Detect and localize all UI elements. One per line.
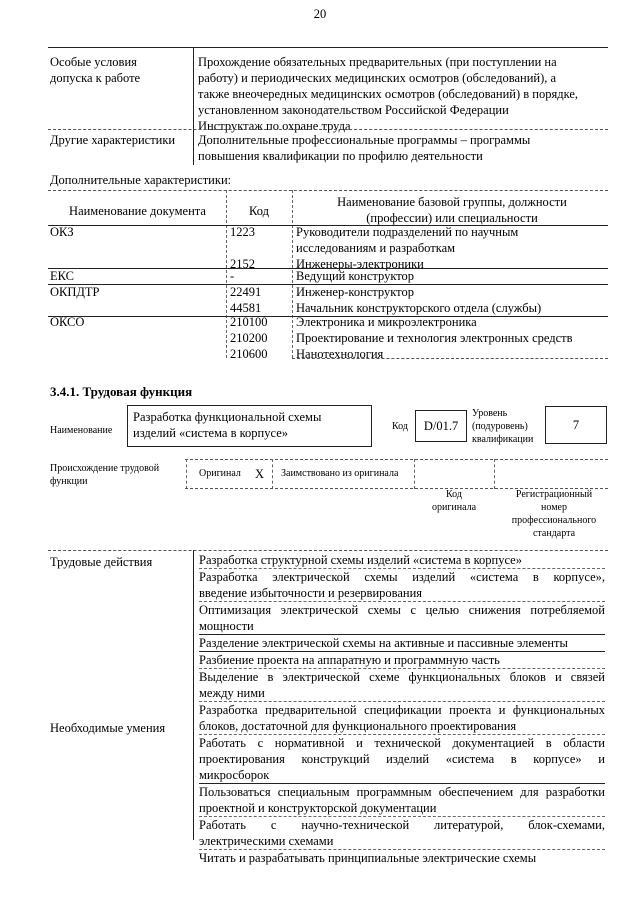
- list-item: Разработка предварительной спецификации проекта и функциональных блоков, достаточной для функционального проектирования: [199, 703, 605, 733]
- origin-label: Происхождение трудовой функции: [50, 463, 160, 487]
- list-item: Работать с нормативной и технической документацией в области проектирования конструкций изделий «система в корпусе» и микросборок: [199, 736, 605, 782]
- row-name: Нанотехнология: [296, 347, 384, 361]
- row-code: -: [230, 269, 235, 283]
- function-name: Разработка функциональной схемы изделий «система в корпусе»: [133, 410, 322, 440]
- row-name: Инженер-конструктор: [296, 285, 414, 299]
- table-row: [50, 314, 610, 362]
- divider: [414, 459, 415, 489]
- row-name: Начальник конструкторского отдела (службы): [296, 301, 542, 315]
- code-caption: Код оригинала: [431, 489, 477, 513]
- list-item: Пользоваться специальным программным обеспечением для разработки проектной и конструкторской документации: [199, 785, 605, 815]
- row-doc: ЕКС: [50, 269, 74, 283]
- divider: [48, 47, 608, 48]
- row-code: 44581: [230, 301, 262, 315]
- divider: [48, 550, 608, 551]
- row-code: 210200: [230, 331, 268, 345]
- section-title: 3.4.1. Трудовая функция: [50, 384, 193, 399]
- page-number: 20: [313, 7, 327, 21]
- list-item: Читать и разрабатывать принципиальные электрические схемы: [199, 851, 537, 865]
- header-name: Наименование базовой группы, должности (профессии) или специальности: [337, 195, 567, 225]
- row-name: Электроника и микроэлектроника: [296, 315, 477, 329]
- code-label: Код: [392, 421, 408, 432]
- origin-mark: X: [255, 467, 265, 481]
- divider: [185, 459, 608, 460]
- table-row: [50, 224, 610, 272]
- header-doc: Наименование документа: [69, 204, 206, 218]
- row-code: 210100: [230, 315, 268, 329]
- divider: [193, 550, 194, 840]
- level-label: Уровень (подуровень) квалификации: [472, 408, 534, 445]
- divider: [48, 190, 608, 191]
- skills-label: Необходимые умения: [50, 721, 166, 735]
- conditions-text: Прохождение обязательных предварительных (при поступлении на работу) и периодических медицинских осмотров (обследований), а также внеочередных медицинских осмотров (обследований) в порядке, установленном законодательством Российской Федерации Инструктаж по охране труда: [198, 55, 579, 133]
- reg-caption: Регистрационный номер профессионального стандарта: [511, 489, 597, 539]
- list-item: Выделение в электрической схеме функциональных блоков и связей между ними: [199, 670, 605, 700]
- extra-title: Дополнительные характеристики:: [50, 173, 232, 187]
- actions-label: Трудовые действия: [50, 555, 153, 569]
- conditions-label: Особые условия допуска к работе: [50, 55, 141, 85]
- row-name: исследованиям и разработкам: [296, 241, 456, 255]
- row-code: 210600: [230, 347, 268, 361]
- level-value: 7: [572, 418, 580, 432]
- header-code: Код: [249, 204, 269, 218]
- row-doc: ОКПДТР: [50, 285, 100, 299]
- actions-list: [199, 552, 605, 866]
- other-text: Дополнительные профессиональные программы – программы повышения квалификации по профилю деятельности: [198, 133, 531, 163]
- row-code: 1223: [230, 225, 255, 239]
- divider: [272, 459, 273, 489]
- row-name: Ведущий конструктор: [296, 269, 415, 283]
- list-item: Разработка структурной схемы изделий «система в корпусе»: [199, 552, 605, 569]
- name-label: Наименование: [50, 425, 113, 436]
- table-row: [50, 268, 610, 284]
- code-value: D/01.7: [423, 419, 459, 433]
- divider: [186, 459, 187, 489]
- list-item: Разделение электрической схемы на активные и пассивные элементы: [199, 635, 605, 652]
- list-item: Разбиение проекта на аппаратную и программную часть: [199, 652, 605, 669]
- row-code: 22491: [230, 285, 262, 299]
- row-name: Проектирование и технология электронных средств: [296, 331, 573, 345]
- divider: [292, 358, 608, 359]
- row-code: 2152: [230, 257, 255, 271]
- other-label: Другие характеристики: [50, 133, 176, 147]
- row-doc: ОКСО: [50, 315, 85, 329]
- origin-original: Оригинал: [199, 468, 241, 479]
- divider: [494, 459, 495, 489]
- row-doc: ОКЗ: [50, 225, 74, 239]
- table-row: [50, 284, 610, 316]
- list-item: Работать с научно-технической литературой, блок-схемами, электрическими схемами: [199, 818, 605, 848]
- list-item: Разработка электрической схемы изделий «система в корпусе», введение избыточности и резервирования: [199, 570, 605, 600]
- divider: [193, 47, 194, 165]
- origin-borrowed: Заимствовано из оригинала: [281, 468, 399, 479]
- row-name: Инженеры-электроники: [296, 257, 424, 271]
- row-name: Руководители подразделений по научным: [296, 225, 519, 239]
- list-item: Оптимизация электрической схемы с целью снижения потребляемой мощности: [199, 603, 605, 633]
- divider: [48, 129, 608, 130]
